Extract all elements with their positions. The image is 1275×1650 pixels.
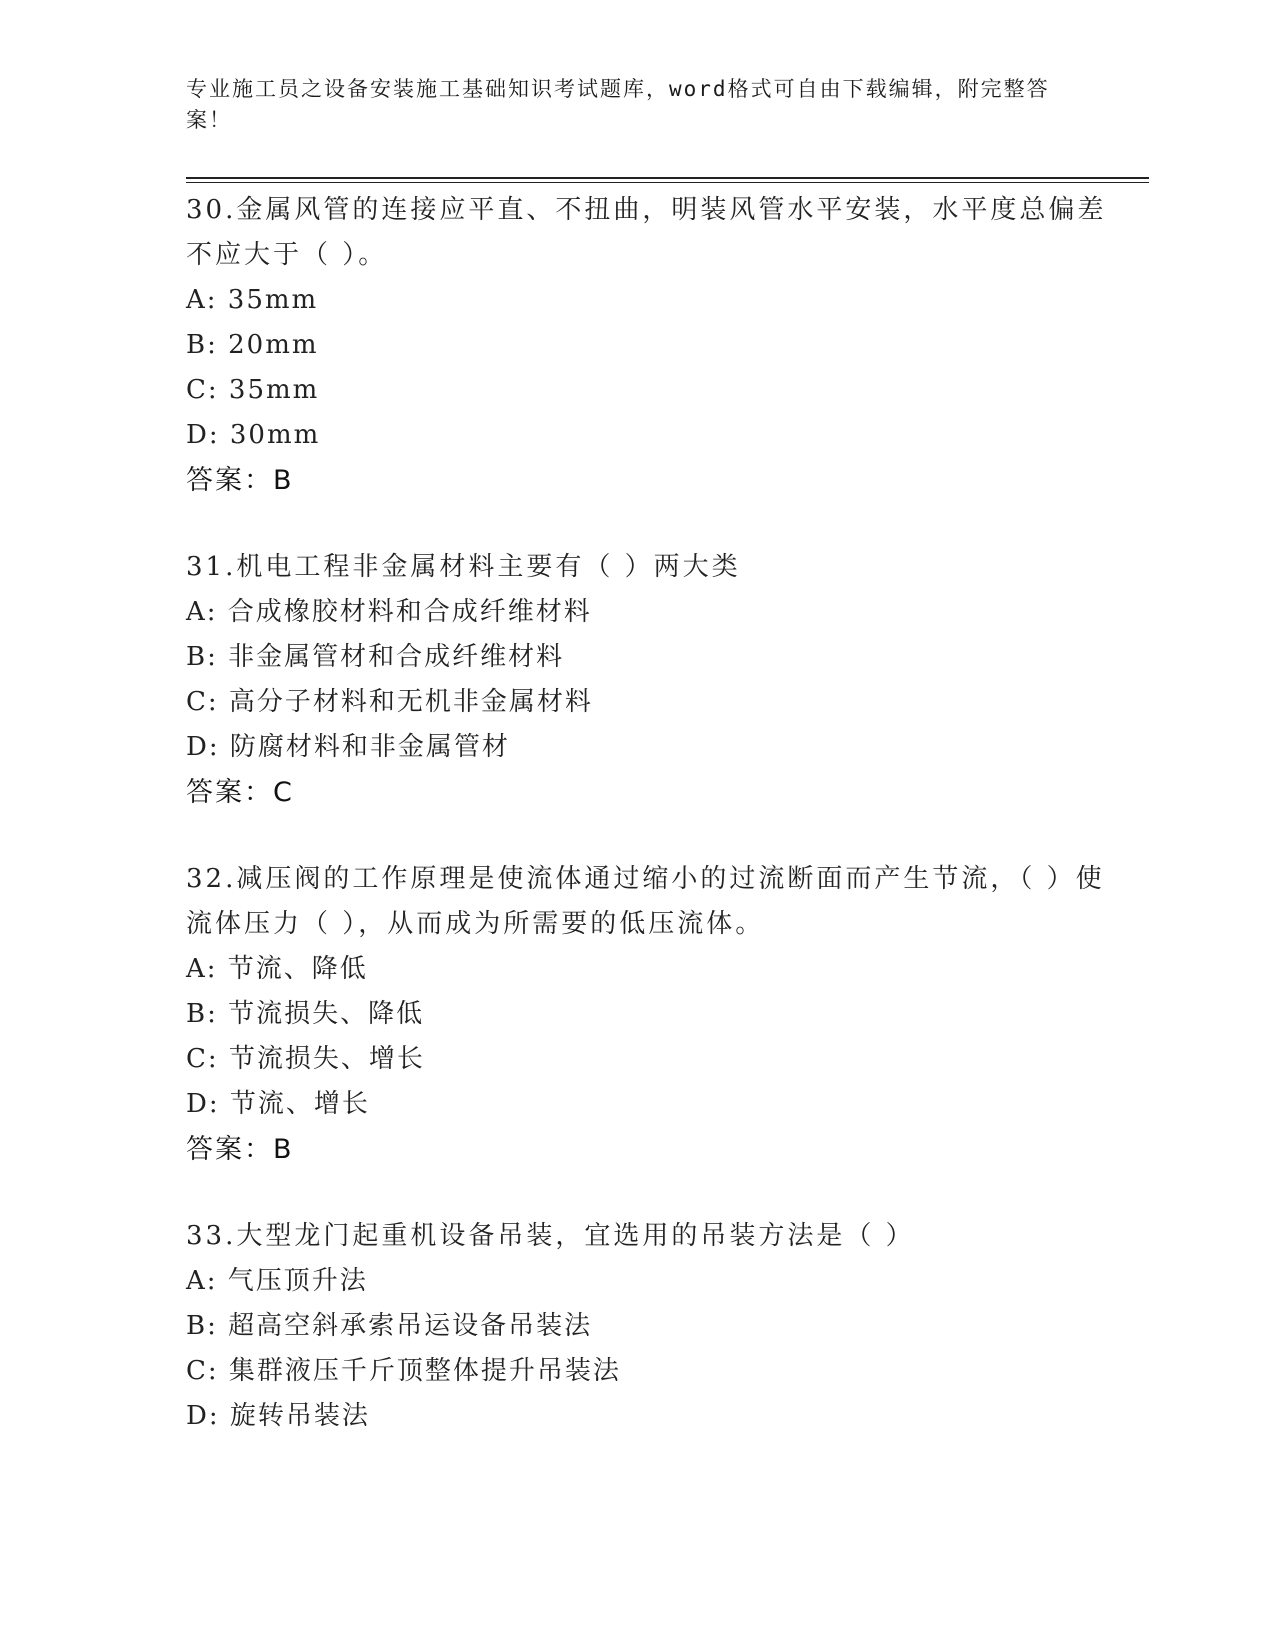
option-a: A: 节流、降低 xyxy=(186,954,368,984)
question-33 xyxy=(186,1214,1126,1439)
option-a: A: 气压顶升法 xyxy=(186,1266,368,1296)
option-d: D: 30mm xyxy=(186,420,321,450)
header-rule-thick xyxy=(186,177,1149,179)
option-b: B: 节流损失、降低 xyxy=(186,999,425,1029)
option-c: C: 集群液压千斤顶整体提升吊装法 xyxy=(186,1356,621,1386)
question-32 xyxy=(186,857,1126,1172)
option-c: C: 节流损失、增长 xyxy=(186,1044,425,1074)
document-header xyxy=(186,74,1066,136)
option-b: B: 非金属管材和合成纤维材料 xyxy=(186,642,565,672)
header-rule-thin xyxy=(186,182,1149,183)
question-stem: 33.大型龙门起重机设备吊装，宜选用的吊装方法是（ ） xyxy=(186,1221,915,1251)
option-d: D: 防腐材料和非金属管材 xyxy=(186,732,510,762)
header-title: 专业施工员之设备安装施工基础知识考试题库，word格式可自由下载编辑，附完整答案！ xyxy=(186,77,1050,132)
answer-line: 答案：C xyxy=(186,777,294,808)
question-stem: 30.金属风管的连接应平直、不扭曲，明装风管水平安装，水平度总偏差不应大于（ ）。 xyxy=(186,195,1107,270)
question-stem: 32.减压阀的工作原理是使流体通过缩小的过流断面而产生节流，（ ）使流体压力（ ），从而成为所需要的低压流体。 xyxy=(186,864,1105,939)
answer-line: 答案：B xyxy=(186,465,294,496)
answer-line: 答案：B xyxy=(186,1134,294,1165)
option-a: A: 合成橡胶材料和合成纤维材料 xyxy=(186,597,592,627)
question-list xyxy=(186,188,1126,1481)
question-stem: 31.机电工程非金属材料主要有（ ）两大类 xyxy=(186,552,741,582)
option-b: B: 超高空斜承索吊运设备吊装法 xyxy=(186,1311,593,1341)
option-a: A: 35mm xyxy=(186,285,319,315)
option-c: C: 35mm xyxy=(186,375,320,405)
option-d: D: 旋转吊装法 xyxy=(186,1401,370,1431)
option-b: B: 20mm xyxy=(186,330,319,360)
option-d: D: 节流、增长 xyxy=(186,1089,370,1119)
question-30 xyxy=(186,188,1126,503)
option-c: C: 高分子材料和无机非金属材料 xyxy=(186,687,593,717)
question-31 xyxy=(186,545,1126,815)
